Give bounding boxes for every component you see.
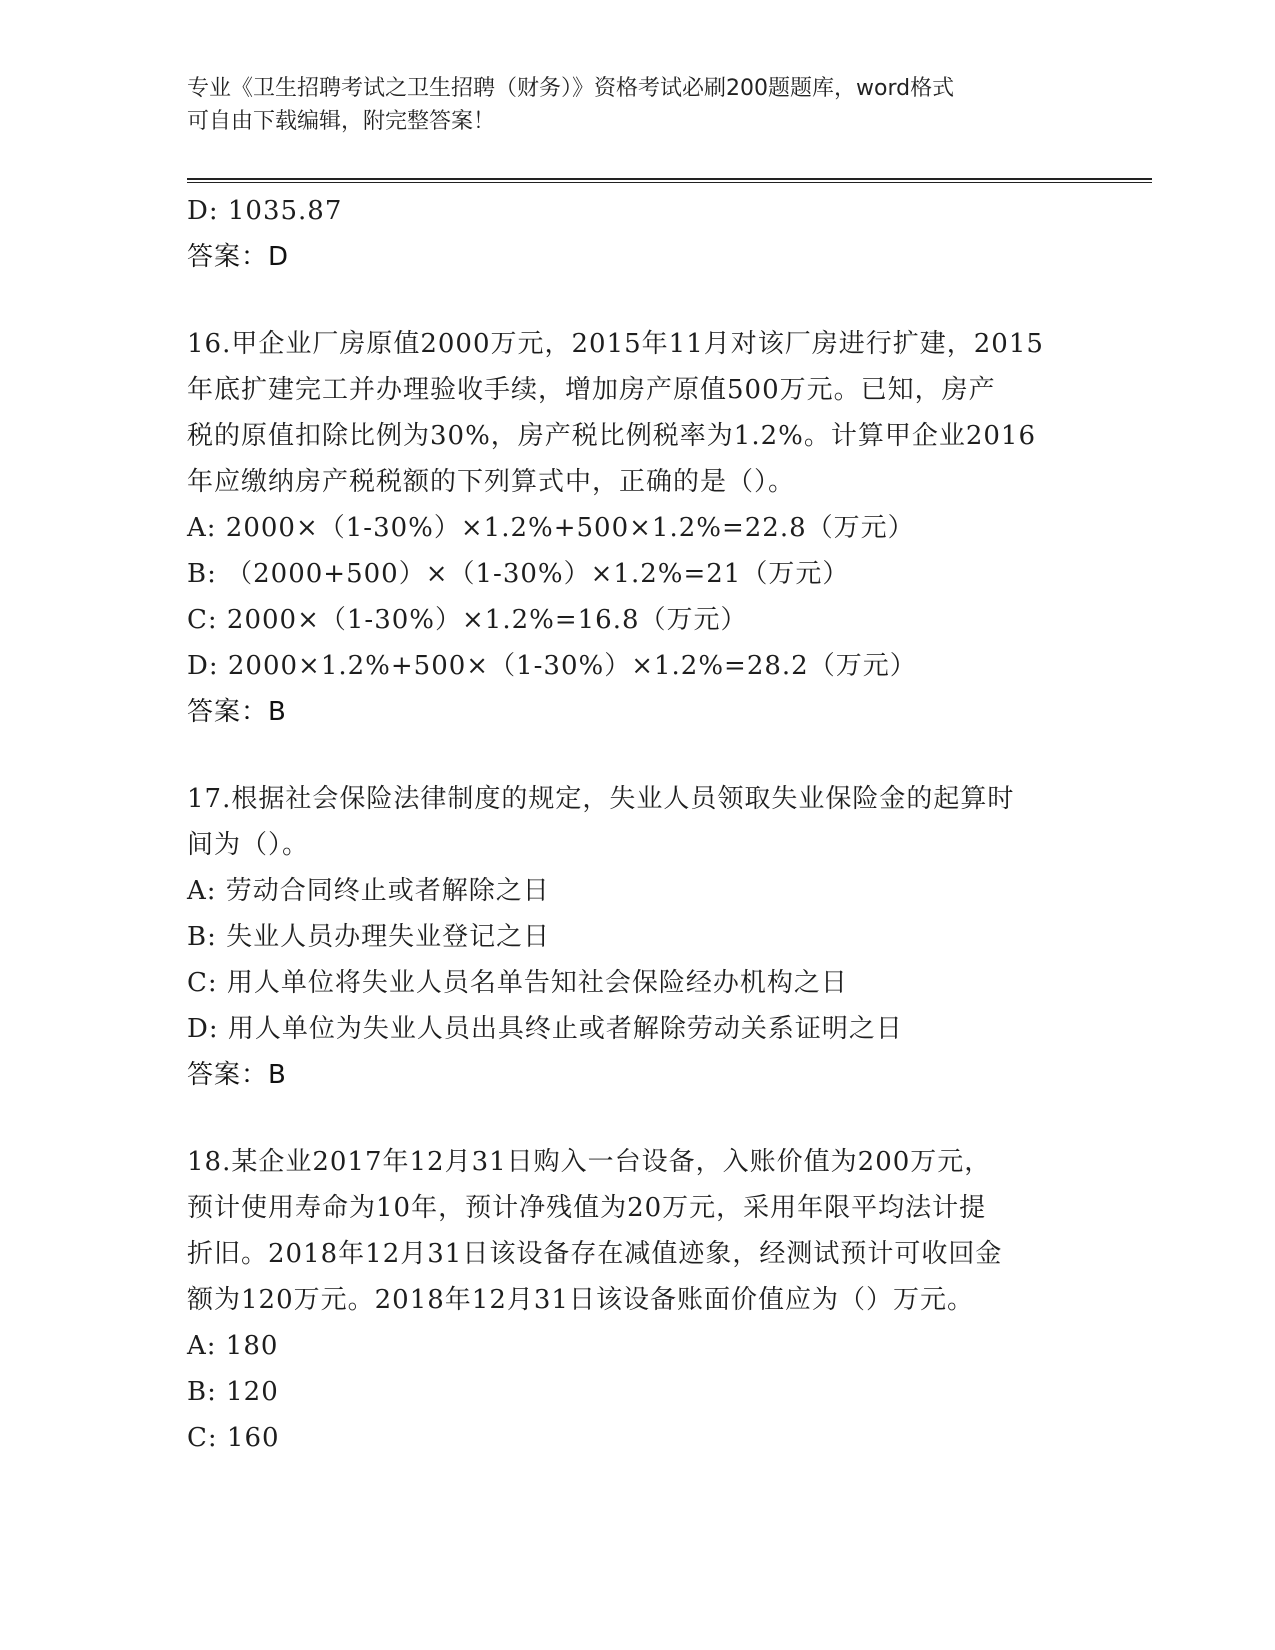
question-17 — [187, 776, 1087, 1098]
question-stem-line: 16.甲企业厂房原值2000万元，2015年11月对该厂房进行扩建，2015 — [187, 329, 1044, 359]
option-d: D: 2000×1.2%+500×（1-30%）×1.2%=28.2（万元） — [187, 651, 917, 681]
option-a: A: 180 — [187, 1331, 279, 1361]
page-header — [187, 72, 1067, 138]
answer-line: 答案：B — [187, 697, 287, 727]
question-stem-line: 18.某企业2017年12月31日购入一台设备，入账价值为200万元， — [187, 1147, 992, 1177]
question-stem-line: 年应缴纳房产税税额的下列算式中，正确的是（）。 — [187, 467, 796, 497]
question-16 — [187, 321, 1087, 735]
previous-question-tail — [187, 188, 1087, 280]
option-d: D: 1035.87 — [187, 196, 343, 226]
answer-line: 答案：D — [187, 242, 290, 272]
option-b: B: 120 — [187, 1377, 279, 1407]
header-divider — [187, 178, 1152, 183]
header-line-1: 专业《卫生招聘考试之卫生招聘（财务）》资格考试必刷200题题库，word格式 — [187, 76, 955, 101]
option-b: B: 失业人员办理失业登记之日 — [187, 922, 551, 952]
answer-line: 答案：B — [187, 1060, 287, 1090]
option-c: C: 2000×（1-30%）×1.2%=16.8（万元） — [187, 605, 748, 635]
question-stem-line: 17.根据社会保险法律制度的规定，失业人员领取失业保险金的起算时 — [187, 784, 1015, 814]
option-c: C: 160 — [187, 1423, 280, 1453]
option-d: D: 用人单位为失业人员出具终止或者解除劳动关系证明之日 — [187, 1014, 903, 1044]
option-a: A: 劳动合同终止或者解除之日 — [187, 876, 550, 906]
header-line-2: 可自由下载编辑，附完整答案！ — [187, 109, 496, 134]
question-stem-line: 额为120万元。2018年12月31日该设备账面价值应为（）万元。 — [187, 1285, 974, 1315]
question-stem-line: 间为（）。 — [187, 830, 310, 860]
question-18 — [187, 1139, 1087, 1461]
question-stem-line: 预计使用寿命为10年，预计净残值为20万元，采用年限平均法计提 — [187, 1193, 987, 1223]
question-stem-line: 折旧。2018年12月31日该设备存在减值迹象，经测试预计可收回金 — [187, 1239, 1003, 1269]
question-stem-line: 税的原值扣除比例为30%，房产税比例税率为1.2%。计算甲企业2016 — [187, 421, 1037, 451]
option-b: B: （2000+500）×（1-30%）×1.2%=21（万元） — [187, 559, 850, 589]
option-c: C: 用人单位将失业人员名单告知社会保险经办机构之日 — [187, 968, 848, 998]
document-body — [187, 188, 1087, 1461]
question-stem-line: 年底扩建完工并办理验收手续，增加房产原值500万元。已知，房产 — [187, 375, 996, 405]
option-a: A: 2000×（1-30%）×1.2%+500×1.2%=22.8（万元） — [187, 513, 915, 543]
